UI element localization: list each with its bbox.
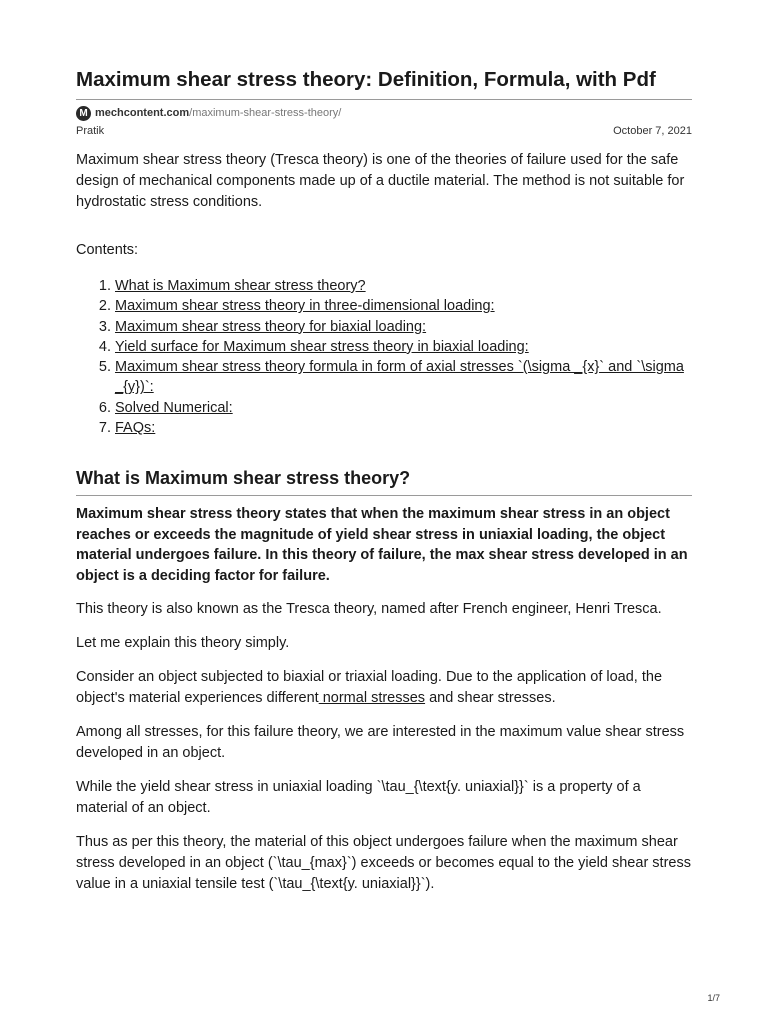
paragraph-max-value: Among all stresses, for this failure theory, we are interested in the maximum value shear stress developed in an object. <box>76 724 685 762</box>
toc-item <box>115 418 692 438</box>
toc-item <box>115 357 692 398</box>
site-logo-icon: M <box>76 106 91 121</box>
contents-label: Contents: <box>76 242 139 258</box>
source-path[interactable]: /maximum-shear-stress-theory/ <box>189 107 342 119</box>
toc-link-three-dimensional[interactable]: Maximum shear stress theory in three-dimensional loading: <box>115 298 495 315</box>
toc-link-formula[interactable]: Maximum shear stress theory formula in form of axial stresses `(\sigma _{x}` and `\sigma _{y})`: <box>115 359 684 396</box>
publish-date: October 7, 2021 <box>613 125 692 137</box>
intro-paragraph: Maximum shear stress theory (Tresca theory) is one of the theories of failure used for the safe design of mechanical components made up of a ductile material. The method is not suitable for hydrostatic stress conditions. <box>76 152 685 210</box>
toc-item <box>115 398 692 418</box>
toc-link-biaxial[interactable]: Maximum shear stress theory for biaxial loading: <box>115 318 427 335</box>
toc-item <box>115 296 692 316</box>
section-heading: What is Maximum shear stress theory? <box>76 468 411 489</box>
title-divider <box>76 99 692 100</box>
toc-link-what-is[interactable]: What is Maximum shear stress theory? <box>115 278 366 294</box>
paragraph-tresca: This theory is also known as the Tresca theory, named after French engineer, Henri Tresca. <box>76 601 662 618</box>
paragraph-loading-text: Consider an object subjected to biaxial or triaxial loading. Due to the application of load, the object's material experiences different <box>76 669 663 707</box>
toc-link-faqs[interactable]: FAQs: <box>115 420 156 437</box>
paragraph-yield-property: While the yield shear stress in uniaxial loading `\tau_{\text{y. uniaxial}}` is a property of a material of an object. <box>76 779 641 817</box>
article-title: Maximum shear stress theory: Definition, Formula, with Pdf <box>76 68 656 91</box>
toc-item <box>115 317 692 337</box>
table-of-contents <box>76 276 692 438</box>
page-number: 1/7 <box>707 993 720 1003</box>
toc-link-solved-numerical[interactable]: Solved Numerical: <box>115 399 233 416</box>
definition-paragraph: Maximum shear stress theory states that when the maximum shear stress in an object reaches or exceeds the magnitude of yield shear stress in uniaxial loading, the object material undergoes failure. In this theory of failure, the max shear stress developed in an object is a deciding factor for failure. <box>76 506 688 584</box>
normal-stresses-link[interactable]: normal stresses <box>318 690 426 707</box>
toc-item <box>115 276 692 296</box>
article-meta <box>76 125 692 137</box>
author: Pratik <box>76 125 105 137</box>
paragraph-loading-tail: and shear stresses. <box>425 690 556 707</box>
toc-item <box>115 337 692 357</box>
source-url[interactable] <box>76 104 692 122</box>
source-domain[interactable]: mechcontent.com <box>95 107 190 119</box>
article <box>76 66 692 895</box>
paragraph-loading <box>76 667 692 709</box>
toc-link-yield-surface[interactable]: Yield surface for Maximum shear stress theory in biaxial loading: <box>115 338 529 355</box>
section-divider <box>76 495 692 496</box>
paragraph-failure-condition: Thus as per this theory, the material of this object undergoes failure when the maximum shear stress developed in an object (`\tau_{max}`) exceeds or becomes equal to the yield shear stress value in a uniaxial tensile test (`\tau_{\text{y. uniaxial}}`). <box>76 834 691 893</box>
paragraph-explain: Let me explain this theory simply. <box>76 635 290 652</box>
